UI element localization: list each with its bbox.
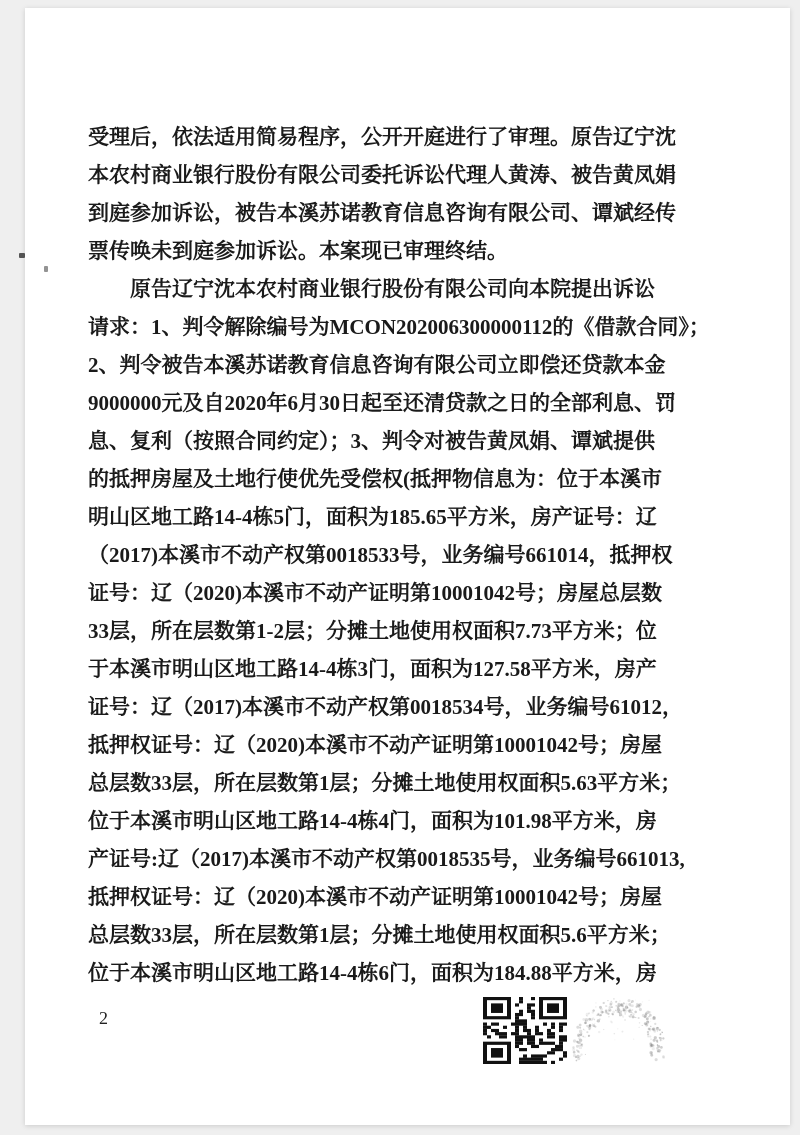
text-line: 证号：辽（2017)本溪市不动产权第0018534号，业务编号61012， <box>88 695 683 719</box>
seal-stamp-ghost-icon <box>571 992 668 1065</box>
text-line: 产证号:辽（2017)本溪市不动产权第0018535号，业务编号661013, <box>88 847 685 871</box>
text-line: 明山区地工路14-4栋5门，面积为185.65平方米，房产证号：辽 <box>88 505 657 529</box>
text-line: 证号：辽（2020)本溪市不动产证明第10001042号；房屋总层数 <box>88 581 662 605</box>
text-line: 的抵押房屋及土地行使优先受偿权(抵押物信息为：位于本溪市 <box>88 467 662 491</box>
text-line: 2、判令被告本溪苏诺教育信息咨询有限公司立即偿还贷款本金 <box>88 353 666 377</box>
text-line: 总层数33层，所在层数第1层；分摊土地使用权面积5.6平方米； <box>88 923 671 947</box>
text-line: 位于本溪市明山区地工路14-4栋4门，面积为101.98平方米，房 <box>88 809 657 833</box>
ink-speck <box>44 266 48 272</box>
text-line: 位于本溪市明山区地工路14-4栋6门，面积为184.88平方米，房 <box>88 961 657 985</box>
ink-speck <box>19 253 25 258</box>
text-line: 于本溪市明山区地工路14-4栋3门，面积为127.58平方米，房产 <box>88 657 657 681</box>
text-line: 请求：1、判令解除编号为MCON202006300000112的《借款合同》； <box>88 315 710 339</box>
text-line: （2017)本溪市不动产权第0018533号，业务编号661014，抵押权 <box>88 543 673 567</box>
text-line: 受理后，依法适用简易程序，公开开庭进行了审理。原告辽宁沈 <box>88 125 676 149</box>
text-line: 抵押权证号：辽（2020)本溪市不动产证明第10001042号；房屋 <box>88 885 662 909</box>
text-line: 总层数33层，所在层数第1层；分摊土地使用权面积5.63平方米； <box>88 771 682 795</box>
document-text <box>88 118 715 992</box>
text-line: 票传唤未到庭参加诉讼。本案现已审理终结。 <box>88 239 508 263</box>
text-line: 9000000元及自2020年6月30日起至还清贷款之日的全部利息、罚 <box>88 391 676 415</box>
text-line: 33层，所在层数第1-2层；分摊土地使用权面积7.73平方米；位 <box>88 619 657 643</box>
text-line: 到庭参加诉讼，被告本溪苏诺教育信息咨询有限公司、谭斌经传 <box>88 201 676 225</box>
qr-code-icon <box>483 997 567 1064</box>
document-page <box>25 8 790 1125</box>
page-number: 2 <box>99 1008 108 1028</box>
text-line: 息、复利（按照合同约定）；3、判令对被告黄凤娟、谭斌提供 <box>88 429 655 453</box>
text-line: 原告辽宁沈本农村商业银行股份有限公司向本院提出诉讼 <box>88 277 655 301</box>
text-line: 抵押权证号：辽（2020)本溪市不动产证明第10001042号；房屋 <box>88 733 662 757</box>
text-line: 本农村商业银行股份有限公司委托诉讼代理人黄涛、被告黄凤娟 <box>88 163 676 187</box>
